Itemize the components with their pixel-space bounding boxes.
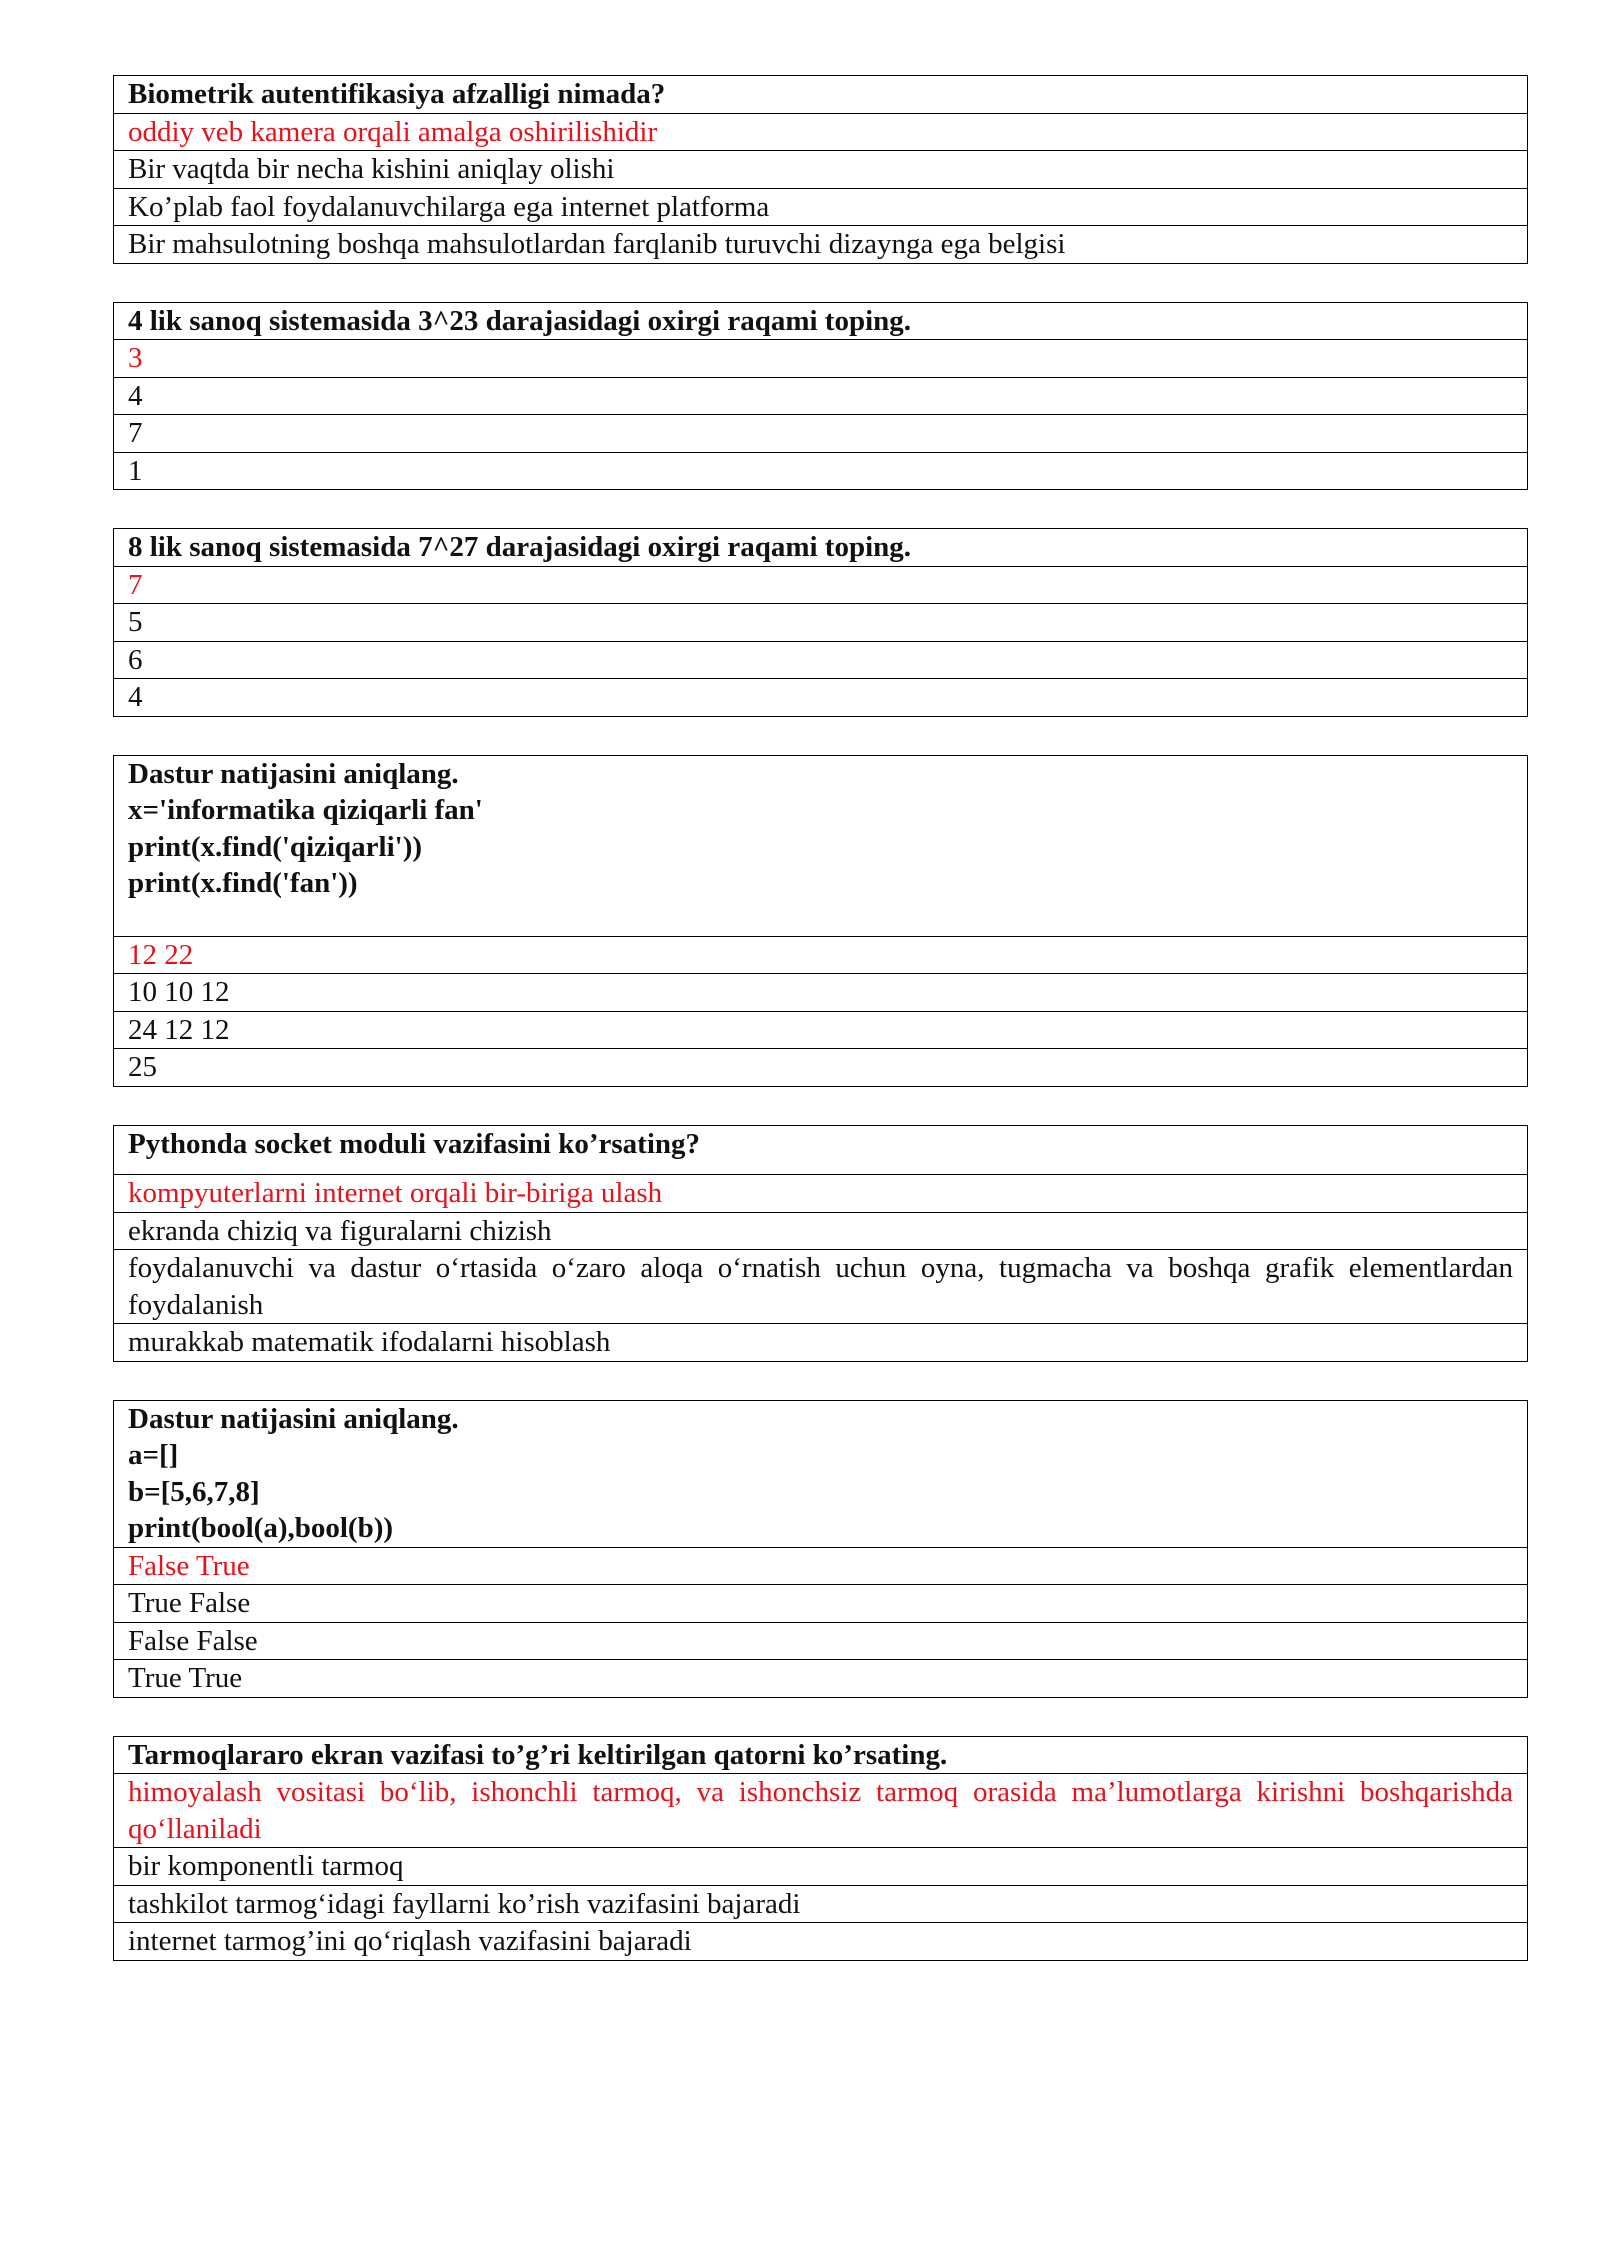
answer-option: foydalanuvchi va dastur o‘rtasida o‘zaro aloqa o‘rnatish uchun oyna, tugmacha va boshqa grafik elementlardan foydalanish <box>114 1250 1528 1324</box>
question-text <box>114 1400 1528 1547</box>
code-line: x='informatika qiziqarli fan' <box>128 794 483 826</box>
answer-option: 24 12 12 <box>114 1011 1528 1049</box>
answer-option: 1 <box>114 452 1528 490</box>
answer-option: murakkab matematik ifodalarni hisoblash <box>114 1324 1528 1362</box>
test-document <box>113 75 1528 1999</box>
question-line: 4 lik sanoq sistemasida 3^23 darajasidagi oxirgi raqami toping. <box>128 304 912 337</box>
code-line: print(x.find('qiziqarli')) <box>128 830 423 863</box>
question-table <box>113 1400 1528 1698</box>
answer-option: 4 <box>114 679 1528 717</box>
question-line: Dastur natijasini aniqlang. <box>128 757 459 790</box>
question-table <box>113 755 1528 1087</box>
answer-option: ekranda chiziq va figuralarni chizish <box>114 1212 1528 1250</box>
answer-option: True False <box>114 1585 1528 1623</box>
question-line: 8 lik sanoq sistemasida 7^27 darajasidagi oxirgi raqami toping. <box>128 531 912 563</box>
question-line: Tarmoqlararo ekran vazifasi to’g’ri keltirilgan qatorni ko’rsating. <box>128 1738 948 1771</box>
answer-option: True True <box>114 1660 1528 1698</box>
code-line: a=[] <box>128 1439 179 1471</box>
correct-answer: kompyuterlarni internet orqali bir-biriga ulash <box>114 1175 1528 1213</box>
code-line: print(x.find('fan')) <box>128 867 358 899</box>
question-text <box>114 302 1528 340</box>
answer-option: 7 <box>114 415 1528 453</box>
answer-option: Ko’plab faol foydalanuvchilarga ega internet platforma <box>114 188 1528 226</box>
answer-option: 5 <box>114 604 1528 642</box>
question-text <box>114 529 1528 567</box>
question-line: Biometrik autentifikasiya afzalligi nimada? <box>128 78 666 110</box>
question-line: Pythonda socket moduli vazifasini ko’rsating? <box>128 1127 700 1160</box>
answer-option: False False <box>114 1622 1528 1660</box>
code-line: print(bool(a),bool(b)) <box>128 1512 394 1544</box>
correct-answer: himoyalash vositasi bo‘lib, ishonchli tarmoq, va ishonchsiz tarmoq orasida ma’lumotlarga kirishni boshqarishda qo‘llaniladi <box>114 1774 1528 1848</box>
answer-option: 6 <box>114 641 1528 679</box>
question-table <box>113 1736 1528 1961</box>
code-line: b=[5,6,7,8] <box>128 1475 260 1508</box>
correct-answer: False True <box>114 1547 1528 1585</box>
question-table <box>113 75 1528 264</box>
question-table <box>113 302 1528 491</box>
answer-option: bir komponentli tarmoq <box>114 1848 1528 1886</box>
answer-option: 25 <box>114 1049 1528 1087</box>
correct-answer: 3 <box>114 340 1528 378</box>
answer-option: 4 <box>114 377 1528 415</box>
answer-option: 10 10 12 <box>114 974 1528 1012</box>
question-text <box>114 755 1528 936</box>
question-text <box>114 1736 1528 1774</box>
answer-option: Bir vaqtda bir necha kishini aniqlay olishi <box>114 151 1528 189</box>
correct-answer: oddiy veb kamera orqali amalga oshirilishidir <box>114 113 1528 151</box>
question-table <box>113 528 1528 717</box>
question-text <box>114 1125 1528 1175</box>
question-line: Dastur natijasini aniqlang. <box>128 1402 459 1435</box>
question-text <box>114 76 1528 114</box>
correct-answer: 7 <box>114 566 1528 604</box>
answer-option: Bir mahsulotning boshqa mahsulotlardan farqlanib turuvchi dizaynga ega belgisi <box>114 226 1528 264</box>
answer-option: tashkilot tarmog‘idagi fayllarni ko’rish vazifasini bajaradi <box>114 1885 1528 1923</box>
correct-answer: 12 22 <box>114 936 1528 974</box>
answer-option: internet tarmog’ini qo‘riqlash vazifasini bajaradi <box>114 1923 1528 1961</box>
question-table <box>113 1125 1528 1362</box>
